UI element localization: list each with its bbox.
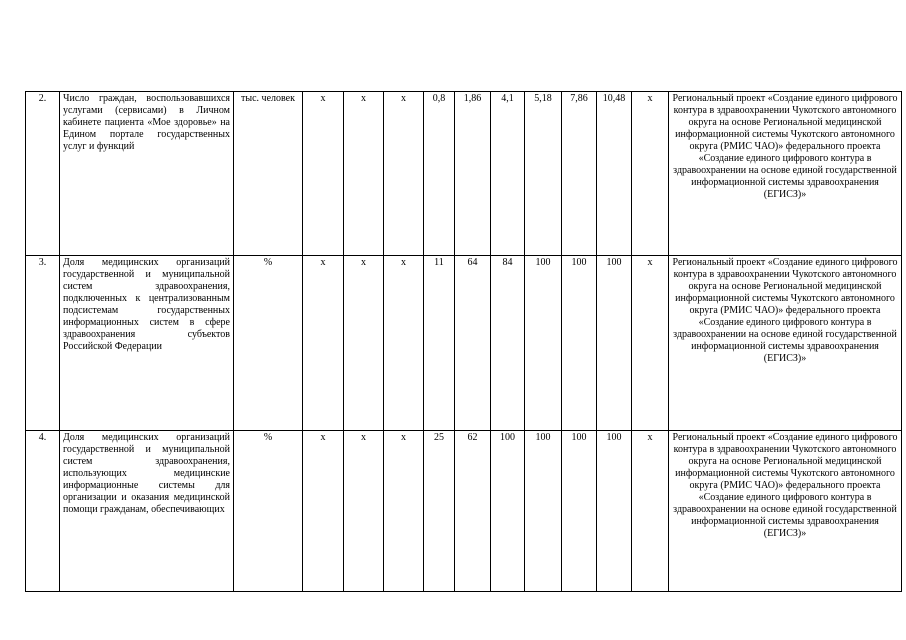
- value-cell: 100: [525, 431, 562, 592]
- value-cell: 1,86: [455, 92, 491, 256]
- value-cell: 100: [597, 431, 632, 592]
- row-number: 2.: [26, 92, 60, 256]
- value-cell: х: [384, 256, 424, 431]
- value-cell: 100: [562, 431, 597, 592]
- indicator-name: Доля медицинских организаций государственной и муниципальной систем здравоохранения, использующих медицинские информационные системы для организации и оказания медицинской помощи гражданам, обеспечивающих: [60, 431, 234, 592]
- value-cell: х: [632, 431, 669, 592]
- value-cell: 0,8: [424, 92, 455, 256]
- value-cell: х: [384, 431, 424, 592]
- indicator-name: Число граждан, воспользовавшихся услугами (сервисами) в Личном кабинете пациента «Мое здоровье» на Едином портале государственных услуг и функций: [60, 92, 234, 256]
- table-row: [26, 256, 902, 431]
- value-cell: х: [632, 92, 669, 256]
- table-row: [26, 431, 902, 592]
- value-cell: 100: [525, 256, 562, 431]
- value-cell: 62: [455, 431, 491, 592]
- value-cell: 100: [562, 256, 597, 431]
- value-cell: 64: [455, 256, 491, 431]
- indicators-table: [25, 91, 902, 592]
- value-cell: 84: [491, 256, 525, 431]
- value-cell: 25: [424, 431, 455, 592]
- value-cell: х: [344, 431, 384, 592]
- source-cell: Региональный проект «Создание единого цифрового контура в здравоохранении Чукотского автономного округа на основе Региональной медицинской информационной системы Чукотского автономного округа (РМИС ЧАО)» федерального проекта «Создание единого цифрового контура в здравоохранении на основе единой государственной информационной системы здравоохранения (ЕГИСЗ)»: [669, 256, 902, 431]
- value-cell: х: [344, 256, 384, 431]
- unit-cell: %: [234, 431, 303, 592]
- value-cell: 7,86: [562, 92, 597, 256]
- value-cell: 4,1: [491, 92, 525, 256]
- source-cell: Региональный проект «Создание единого цифрового контура в здравоохранении Чукотского автономного округа на основе Региональной медицинской информационной системы Чукотского автономного округа (РМИС ЧАО)» федерального проекта «Создание единого цифрового контура в здравоохранении на основе единой государственной информационной системы здравоохранения (ЕГИСЗ)»: [669, 431, 902, 592]
- value-cell: 10,48: [597, 92, 632, 256]
- value-cell: 100: [597, 256, 632, 431]
- value-cell: х: [384, 92, 424, 256]
- row-number: 3.: [26, 256, 60, 431]
- table-row: [26, 92, 902, 256]
- value-cell: х: [303, 92, 344, 256]
- value-cell: х: [344, 92, 384, 256]
- row-number: 4.: [26, 431, 60, 592]
- value-cell: х: [303, 256, 344, 431]
- value-cell: х: [632, 256, 669, 431]
- value-cell: 11: [424, 256, 455, 431]
- unit-cell: %: [234, 256, 303, 431]
- value-cell: 5,18: [525, 92, 562, 256]
- value-cell: х: [303, 431, 344, 592]
- unit-cell: тыс. человек: [234, 92, 303, 256]
- indicator-name: Доля медицинских организаций государственной и муниципальной систем здравоохранения, подключенных к централизованным подсистемам государственных информационных систем в сфере здравоохранения субъектов Российской Федерации: [60, 256, 234, 431]
- source-cell: Региональный проект «Создание единого цифрового контура в здравоохранении Чукотского автономного округа на основе Региональной медицинской информационной системы Чукотского автономного округа (РМИС ЧАО)» федерального проекта «Создание единого цифрового контура в здравоохранении на основе единой государственной информационной системы здравоохранения (ЕГИСЗ)»: [669, 92, 902, 256]
- value-cell: 100: [491, 431, 525, 592]
